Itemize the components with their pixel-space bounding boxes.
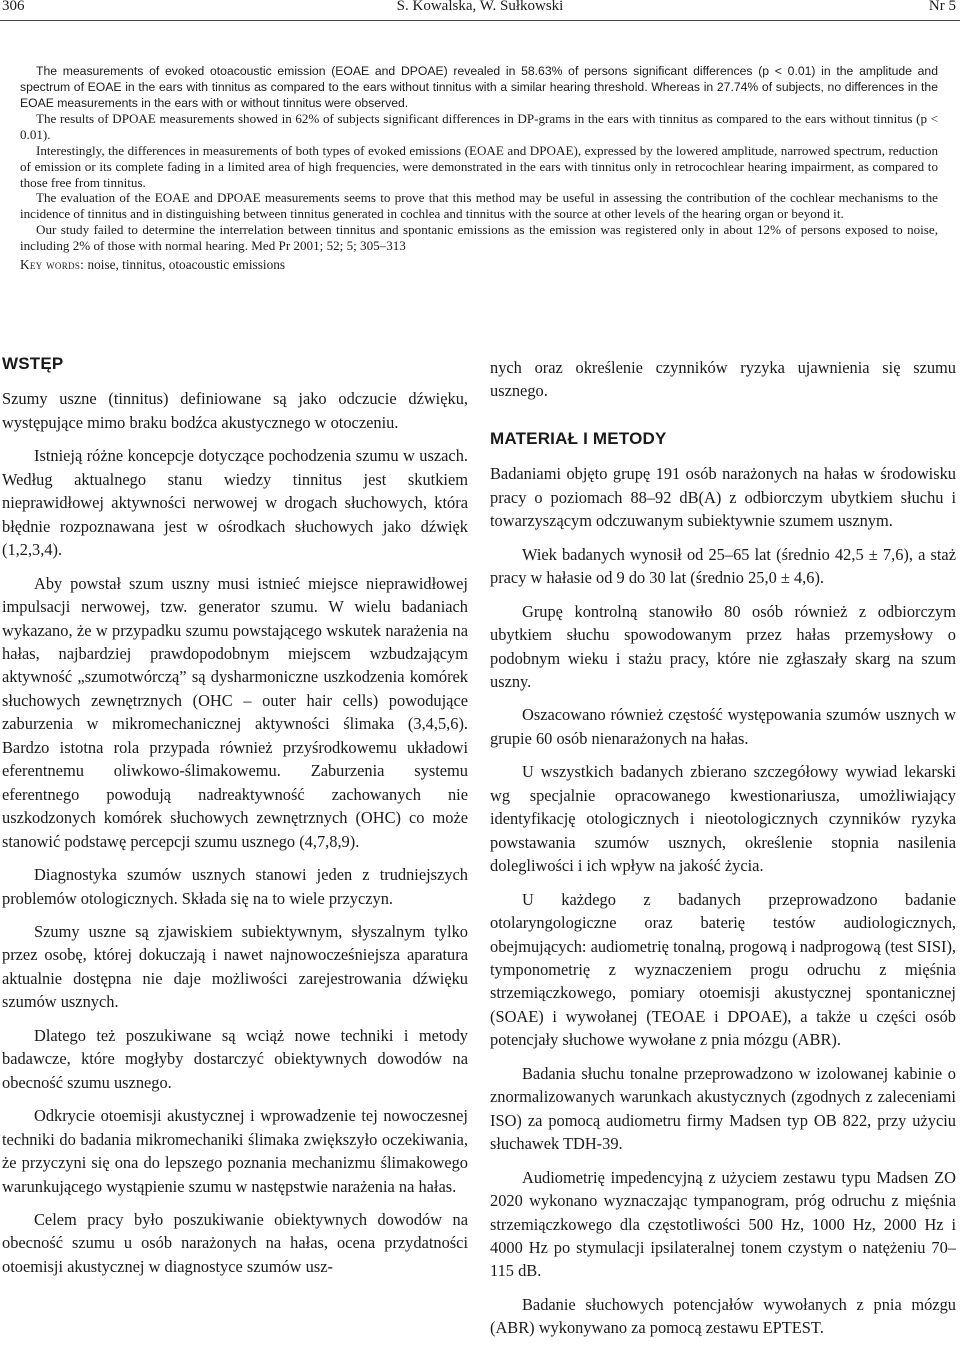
body-paragraph: Badania słuchu tonalne przeprowadzono w izolowanej kabinie o znormalizowanych warunkach akustycznych (zgodnych z zaleceniami ISO) za pomocą audiometru firmy Madsen typ OB 822, przy użyciu słuchawek TDH-39. bbox=[490, 1063, 956, 1154]
abstract-paragraph: Our study failed to determine the interrelation between tinnitus and spontanic emissions as the emission was registered only in about 12% of persons exposed to noise, including 2% of those with normal hearing. Med Pr 2001; 52; 5; 305–313 bbox=[20, 221, 938, 253]
running-header bbox=[0, 0, 960, 16]
left-column bbox=[2, 352, 468, 1288]
abstract-paragraph: Interestingly, the differences in measurements of both types of evoked emissions (EOAE and DPOAE), expressed by the lowered amplitude, narrowed spectrum, reduction of emission or its complete fading in a limited area of high frequencies, were demonstrated in the ears with tinnitus only in retrocochlear hearing impairment, as compared to those free from tinnitus. bbox=[20, 142, 938, 190]
body-paragraph: Wiek badanych wynosił od 25–65 lat (średnio 42,5 ± 7,6), a staż pracy w hałasie od 9 do 30 lat (średnio 25,0 ± 4,6). bbox=[490, 544, 956, 588]
body-paragraph: Audiometrię impedencyjną z użyciem zestawu typu Madsen ZO 2020 wykonano wyznaczając tympanogram, próg odruchu z mięśnia strzemiączkowego dla częstotliwości 500 Hz, 1000 Hz, 2000 Hz i 4000 Hz po stymulacji ipsilateralnej tonem czystym o natężeniu 70–115 dB. bbox=[490, 1167, 956, 1281]
body-paragraph: Dlatego też poszukiwane są wciąż nowe techniki i metody badawcze, które mogłyby dostarczyć obiektywnych dowodów na obecność szumu usznego. bbox=[2, 1025, 468, 1092]
section-heading-wstep: WSTĘP bbox=[2, 354, 64, 373]
body-paragraph: Diagnostyka szumów usznych stanowi jeden z trudniejszych problemów otologicznych. Składa się na to wiele przyczyn. bbox=[2, 865, 468, 908]
continued-paragraph: nych oraz określenie czynników ryzyka ujawnienia się szumu usznego. bbox=[490, 358, 956, 401]
keywords-text: noise, tinnitus, otoacoustic emissions bbox=[87, 256, 286, 272]
header-rule bbox=[0, 20, 960, 21]
body-paragraph: Odkrycie otoemisji akustycznej i wprowadzenie tej nowoczesnej techniki do badania mikromechaniki ślimaka zwiększyło oczekiwania, że przyczyni się ona do lepszego poznania mechanizmu ślimakowego warunkującego wystąpienie szumu w następstwie narażenia na hałas. bbox=[2, 1106, 468, 1196]
section-heading-material-i-metody: MATERIAŁ I METODY bbox=[490, 428, 667, 448]
keywords-label: Key words: bbox=[20, 256, 85, 272]
page-number: 306 bbox=[2, 0, 25, 14]
running-authors: S. Kowalska, W. Sułkowski bbox=[396, 0, 564, 14]
body-paragraph: Oszacowano również częstość występowania szumów usznych w grupie 60 osób nienarażonych na hałas. bbox=[490, 705, 956, 748]
body-paragraph: U każdego z badanych przeprowadzono badanie otolaryngologiczne oraz baterię testów audiologicznych, obejmujących: audiometrię tonalną, progową i nadprogową (test SISI), tymponometrię z wyznaczeniem progu odruchu z mięśnia strzemiączkowego, pomiary otoemisji akustycznej spontanicznej (SOAE) i wywołanej (TEOAE i DPOAE), a także u części osób potencjały słuchowe wywołane z pnia mózgu (ABR). bbox=[490, 889, 956, 1050]
body-paragraph: Szumy uszne są zjawiskiem subiektywnym, słyszalnym tylko przez osobę, której dokuczają i nawet najnowocześniejsza aparatura aktualnie dostępna nie daje możliwości zarejestrowania dźwięku szumów usznych. bbox=[2, 921, 468, 1012]
body-paragraph: Istnieją różne koncepcje dotyczące pochodzenia szumu w uszach. Według aktualnego stanu wiedzy tinnitus jest skutkiem nieprawidłowej aktywności nerwowej w drogach słuchowych, która błędnie rozpoznawana jest w ośrodkach słuchowych jako dźwięk (1,2,3,4). bbox=[2, 446, 468, 560]
body-paragraph: U wszystkich badanych zbierano szczegółowy wywiad lekarski wg specjalnie opracowanego kwestionariusza, umożliwiający identyfikację otologicznych i nieotologicznych czynników ryzyka powstawania szumów usznych, określenie stopnia nasilenia dolegliwości i ich wpływ na jakość życia. bbox=[490, 762, 956, 876]
abstract-paragraph: The results of DPOAE measurements showed in 62% of subjects significant differences in DP-grams in the ears with tinnitus as compared to the ears without tinnitus (p < 0.01). bbox=[20, 111, 938, 143]
body-paragraph: Szumy uszne (tinnitus) definiowane są jako odczucie dźwięku, występujące mimo braku bodźca akustycznego w otoczeniu. bbox=[2, 389, 468, 432]
body-paragraph: Celem pracy było poszukiwanie obiektywnych dowodów na obecność szumu u osób narażonych na hałas, ocena przydatności otoemisji akustycznej w diagnostyce szumów usz- bbox=[2, 1209, 468, 1276]
abstract-paragraph: The evaluation of the EOAE and DPOAE measurements seems to prove that this method may be useful in assessing the contribution of the cochlear mechanisms to the incidence of tinnitus and in distinguishing between tinnitus generated in cochlea and tinnitus with the source at other levels of the hearing organ or beyond it. bbox=[20, 190, 938, 222]
issue-number: Nr 5 bbox=[928, 0, 956, 14]
body-paragraph: Badaniami objęto grupę 191 osób narażonych na hałas w środowisku pracy o poziomach 88–92 dB(A) z odbiorczym ubytkiem słuchu i towarzyszącym odczuwanym subiektywnie szumem usznym. bbox=[490, 464, 956, 531]
keywords-line bbox=[20, 257, 938, 273]
english-abstract bbox=[20, 64, 938, 272]
body-paragraph: Grupę kontrolną stanowiło 80 osób również z odbiorczym ubytkiem słuchu spowodowanym przez hałas przemysłowy o podobnym wieku i stażu pracy, które nie zgłaszały skarg na szum uszny. bbox=[490, 601, 956, 691]
body-paragraph: Aby powstał szum uszny musi istnieć miejsce nieprawidłowej impulsacji nerwowej, tzw. generator szumu. W wielu badaniach wykazano, że w przypadku szumu powstającego wskutek narażenia na hałas, najbardziej prawdopodobnym miejscem wzbudzającym aktywność „szumotwórczą” są dysharmoniczne uszkodzenia komórek słuchowych zewnętrznych (OHC – outer hair cells) powodujące zaburzenia w mikromechanicznej aktywności ślimaka (3,4,5,6). Bardzo istotna rola przypada również przyśrodkowemu układowi eferentnemu oliwkowo-ślimakowemu. Zaburzenia systemu eferentnego powodują nadreaktywność zachowanych nie uszkodzonych komórek słuchowych zewnętrznych (OHC) co może stanowić podstawę percepcji szumu usznego (4,7,8,9). bbox=[2, 573, 468, 851]
abstract-paragraph: The measurements of evoked otoacoustic emission (EOAE and DPOAE) revealed in 58.63% of persons significant differences (p < 0.01) in the amplitude and spectrum of EOAE in the ears with tinnitus as compared to the ears without tinnitus with a similar hearing threshold. Whereas in 27.74% of subjects, no differences in the EOAE measurements in the ears with or without tinnitus were observed. bbox=[20, 64, 938, 110]
body-paragraph: Badanie słuchowych potencjałów wywołanych z pnia mózgu (ABR) wykonywano za pomocą zestawu EPTEST. bbox=[490, 1294, 956, 1338]
right-column bbox=[490, 356, 956, 1350]
